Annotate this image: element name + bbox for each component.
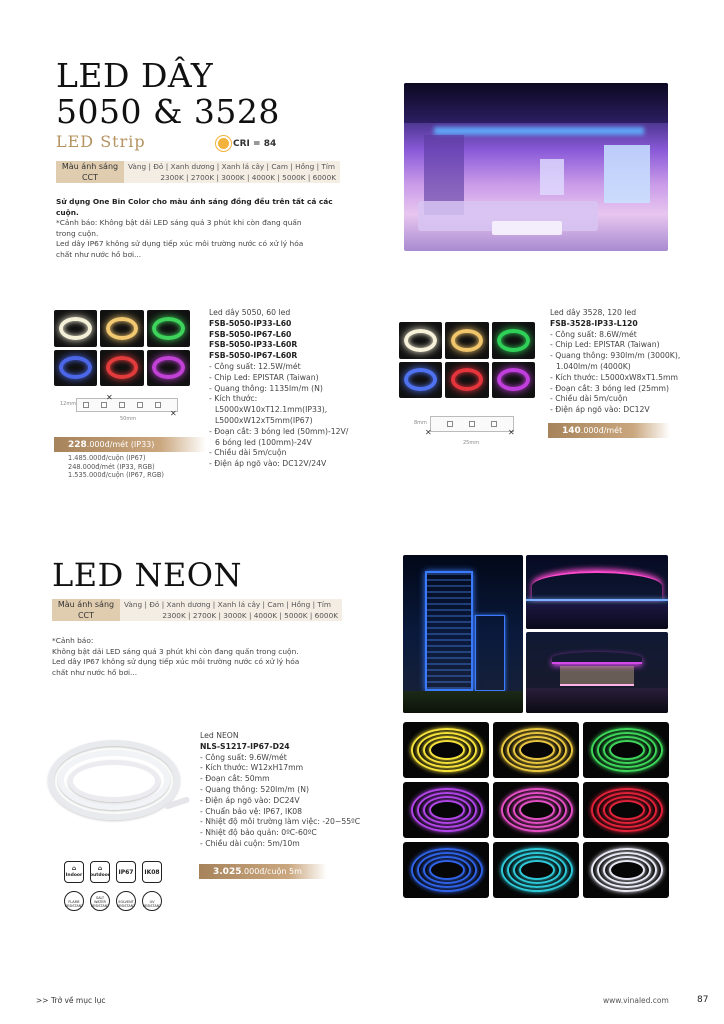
neon-resistance-icons [64,891,162,911]
neon-swatch-cyan [493,842,579,898]
neon-ring [609,740,645,760]
neon-swatch-green [583,722,669,778]
strip3528-name: Led dây 3528, 120 led [550,308,637,317]
strip-thumb-warm [100,310,143,347]
neon-ring [429,740,465,760]
strip-color-table [56,161,340,183]
strip3528-specs: Led dây 3528, 120 led FSB-3528-IP33-L120 - Công suất: 8.6W/mét - Chip Led: EPISTAR (Taiwan) - Quang thông: 930lm/m (3000K), 1.040lm/m (4000K) - Kích thước: L5000xW8xT1.5mm - Đoạn cắt: 3 bóng led (25mm) - Chiều dài 5m/cuộn - Điện áp ngõ vào: DC12V [550,308,720,416]
color-values: Vàng | Đỏ | Xanh dương | Xanh lá cây | Cam | Hồng | Tím [120,599,342,610]
cct-label: CCT [52,610,120,621]
strip3528-price: 140.000đ/mét [548,423,670,438]
strip5050-thumbs [54,310,190,386]
neon-swatch-yellow [403,722,489,778]
coil-1 [59,317,92,340]
strip-thumb-green [147,310,190,347]
neon-swatch-gold [493,722,579,778]
strip3528-dim-cut: 25mm [463,440,480,446]
cut-mark-icon: ✕ [170,409,177,418]
cct-values: 2300K | 2700K | 3000K | 4000K | 5000K | 6000K [124,172,340,183]
strip3528-drawing [430,416,514,432]
outdoor-icon: ⌂ outdoor [90,861,110,883]
neon-name: Led NEON [200,731,239,740]
neon-code: NLS-S1217-IP67-D24 [200,741,290,751]
neon-title: LED NEON [52,556,243,594]
cri-label: CRI = 84 [218,138,276,149]
neon-ring [519,800,555,820]
neon-swatch-pink [493,782,579,838]
color-label: Màu ánh sáng [56,161,124,172]
strip-thumb-purple [147,350,190,387]
neon-swatch-white [583,842,669,898]
neon-swatch-red [583,782,669,838]
strip5050-drawing [76,398,178,412]
strip-title-line1: LED DÂY [56,56,214,95]
ip67-icon: IP67 [116,861,136,883]
neon-swatch-purple [403,782,489,838]
strip5050-code: FSB-5050-IP33-L60R [209,340,298,350]
flame-resistant-icon: FLAME RESISTANT [64,891,84,911]
page-number: 87 [697,995,709,1005]
neon-notes: *Cảnh báo: Không bật dải LED sáng quá 3 phút khi còn đang quấn trong cuộn. Led dây IP67 không sử dụng tiếp xúc môi trường nước có xử lý hóa chất như nước hồ bơi... [52,636,300,677]
ik08-icon: IK08 [142,861,162,883]
cut-mark-icon: ✕ [106,393,113,402]
cut-mark-icon: ✕ [508,428,515,437]
website-link[interactable]: www.vinaled.com [603,996,669,1005]
uv-resistant-icon: UV RESISTANT [142,891,162,911]
neon-ring [429,800,465,820]
neon-color-swatches [403,722,669,898]
neon-ring [609,860,645,880]
strip5050-code: FSB-5050-IP67-L60 [209,329,292,339]
neon-ring [609,800,645,820]
strip5050-code: FSB-5050-IP67-L60R [209,351,298,361]
strip5050-price: 228.000đ/mét (IP33) [54,437,206,452]
neon-bridge-photo [526,555,668,629]
strip5050-code: FSB-5050-IP33-L60 [209,318,292,328]
strip3528-thumbs [399,322,535,398]
strip5050-dim-width: 12mm [60,401,77,407]
strip5050-name: Led dây 5050, 60 led [209,308,291,317]
cct-values: 2300K | 2700K | 3000K | 4000K | 5000K | 6000K [120,610,342,621]
strip5050-dim-cut: 50mm [120,416,137,422]
salt-water-resistant-icon: SALT WATER RESISTANT [90,891,110,911]
strip-title-line2: 5050 & 3528 [56,92,280,131]
neon-color-table [52,599,342,621]
neon-swatch-blue [403,842,489,898]
neon-ring [519,740,555,760]
strip-title [56,58,280,130]
living-room-photo [404,83,668,251]
neon-reel-image [46,736,186,828]
neon-ring [519,860,555,880]
strip5050-specs: Led dây 5050, 60 led FSB-5050-IP33-L60 FSB-5050-IP67-L60 FSB-5050-IP33-L60R FSB-5050-IP67-L60R - Công suất: 12.5W/mét - Chip Led: EPISTAR (Taiwan) - Quang thông: 1135lm/m (N) - Kích thước: L5000xW10xT12.1mm(IP33), L5000xW12xT5mm(IP67) - Đoạn cắt: 3 bóng led (50mm)-12V/ 6 bóng led (100mm)-24V - Chiều dài 5m/cuộn - Điện áp ngõ vào: DC12V/24V [209,308,379,470]
strip3528-dim-width: 8mm [414,420,427,426]
strip-subtitle: LED Strip [56,132,146,151]
indoor-icon: ⌂ Indoor [64,861,84,883]
strip3528-code: FSB-3528-IP33-L120 [550,318,638,328]
strip5050-subprices: 1.485.000đ/cuộn (IP67) 248.000đ/mét (IP33, RGB) 1.535.000đ/cuộn (IP67, RGB) [68,454,164,479]
color-label: Màu ánh sáng [52,599,120,610]
strip-thumb-red [100,350,143,387]
strip-thumb-blue [54,350,97,387]
neon-specs: Led NEON NLS-S1217-IP67-D24 - Công suất: 9.6W/mét - Kích thước: W12xH17mm - Đoạn cắt: 50mm - Quang thông: 520lm/m (N) - Điện áp ngõ vào: DC24V - Chuẩn bảo vệ: IP67, IK08 - Nhiệt độ môi trường làm việc: -20~55ºC - Nhiệt độ bảo quản: 0ºC-60ºC - Chiều dài cuộn: 5m/10m [200,731,390,850]
cut-mark-icon: ✕ [425,428,432,437]
cct-label: CCT [56,172,124,183]
neon-building-photo [403,555,523,713]
solvent-resistant-icon: SOLVENT RESISTANT [116,891,136,911]
back-to-toc-link[interactable]: >> Trở về mục lục [36,996,106,1005]
neon-price: 3.025.000đ/cuộn 5m [199,864,327,879]
color-values: Vàng | Đỏ | Xanh dương | Xanh lá cây | Cam | Hồng | Tím [124,161,340,172]
strip-thumb-warm-white [54,310,97,347]
strip-note-bold: Sử dụng One Bin Color cho màu ánh sáng đồng đều trên tất cả các cuộn. [56,197,333,217]
neon-feature-icons [64,861,162,883]
neon-ring [429,860,465,880]
strip-notes: Sử dụng One Bin Color cho màu ánh sáng đồng đều trên tất cả các cuộn. *Cảnh báo: Không bật dải LED sáng quá 3 phút khi còn đang quấn trong cuộn. Led dây IP67 không sử dụng tiếp xúc môi trường nước có xử lý hóa chất như nước hồ bơi... [56,197,333,259]
neon-pavilion-photo [526,632,668,713]
sun-icon [218,138,229,149]
